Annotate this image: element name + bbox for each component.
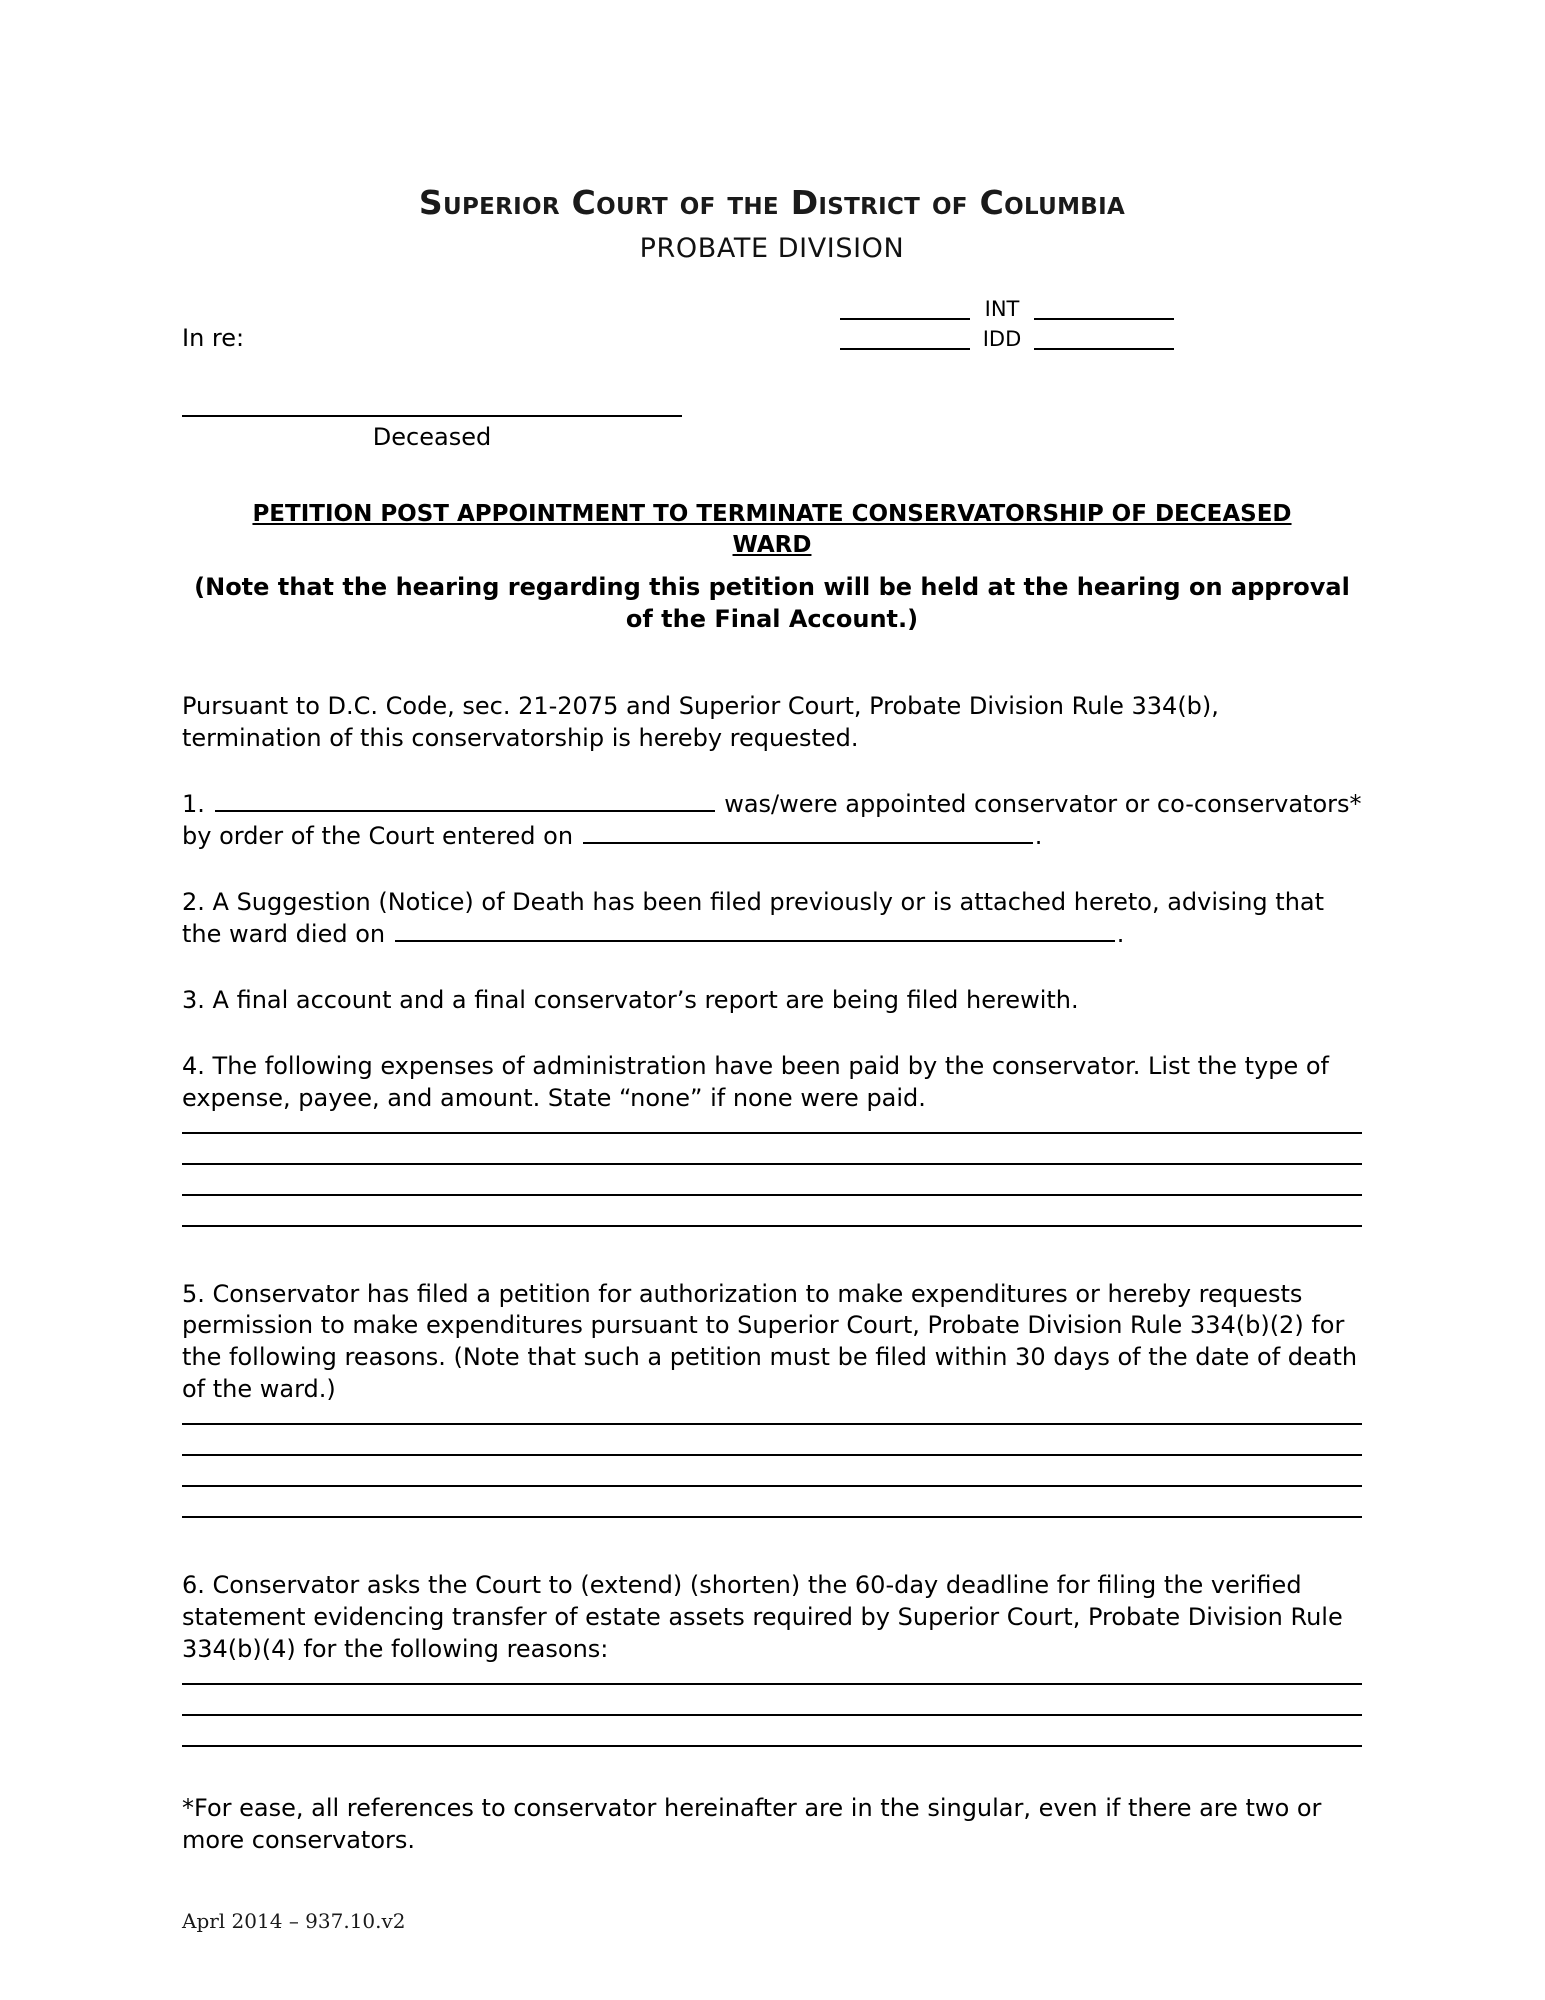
- item-2-text: 2. A Suggestion (Notice) of Death has been filed previously or is attached hereto, advising that the ward died on: [182, 887, 1325, 948]
- item-1-number: 1.: [182, 790, 205, 819]
- item-1: [182, 789, 1362, 853]
- petition-title-line1: PETITION POST APPOINTMENT TO TERMINATE CONSERVATORSHIP OF DECEASED: [252, 501, 1292, 528]
- item-2-period: .: [1116, 919, 1125, 948]
- fill-line[interactable]: [182, 1131, 1362, 1134]
- fill-line[interactable]: [182, 1682, 1362, 1685]
- fill-line[interactable]: [182, 1453, 1362, 1456]
- court-title: Superior Court of the District of Columbia: [418, 183, 1126, 222]
- deceased-label: Deceased: [372, 423, 492, 452]
- intro-paragraph: Pursuant to D.C. Code, sec. 21-2075 and Superior Court, Probate Division Rule 334(b), termination of this conservatorship is hereby requested.: [182, 692, 1219, 753]
- int-label: INT: [984, 297, 1020, 321]
- item-2-death-date-blank[interactable]: [395, 921, 1115, 942]
- in-re-label: In re:: [182, 324, 245, 353]
- item-6: 6. Conservator asks the Court to (extend) (shorten) the 60-day deadline for filing the verified statement evidencing transfer of estate assets required by Superior Court, Probate Division Rule 334(b)(4) for the following reasons:: [182, 1571, 1343, 1663]
- item-1-period: .: [1034, 822, 1043, 851]
- decedent-name-blank[interactable]: [182, 414, 682, 417]
- item-1-text: was/were appointed conservator or co-conservators* by order of the Court entered on: [182, 790, 1362, 851]
- item-1-conservator-blank[interactable]: [215, 791, 715, 812]
- petition-note-line1: (Note that the hearing regarding this petition will be held at the hearing on approval: [194, 573, 1350, 602]
- item-2: [182, 887, 1362, 951]
- petition-note-line2: of the Final Account.): [625, 604, 919, 633]
- fill-line[interactable]: [182, 1713, 1362, 1716]
- petition-title-line2: WARD: [732, 531, 812, 558]
- item-6-answer-lines: [182, 1682, 1362, 1747]
- fill-line[interactable]: [182, 1484, 1362, 1487]
- fill-line[interactable]: [182, 1744, 1362, 1747]
- petition-note: [182, 572, 1362, 635]
- form-code: Aprl 2014 – 937.10.v2: [182, 1908, 406, 1933]
- item-5: 5. Conservator has filed a petition for authorization to make expenditures or hereby requests permission to make expenditures pursuant to Superior Court, Probate Division Rule 334(b)(2) for the following reasons. (Note that such a petition must be filed within 30 days of the date of death of the ward.): [182, 1279, 1358, 1404]
- fill-line[interactable]: [182, 1515, 1362, 1518]
- item-5-answer-lines: [182, 1422, 1362, 1518]
- document-content: [182, 0, 1362, 1933]
- fill-line[interactable]: [182, 1162, 1362, 1165]
- item-4-answer-lines: [182, 1131, 1362, 1227]
- fill-line[interactable]: [182, 1224, 1362, 1227]
- footnote: *For ease, all references to conservator hereinafter are in the singular, even if there are two or more conservators.: [182, 1793, 1322, 1854]
- division-subtitle: PROBATE DIVISION: [639, 233, 905, 265]
- fill-line[interactable]: [182, 1422, 1362, 1425]
- petition-title: [182, 499, 1362, 560]
- fill-line[interactable]: [182, 1193, 1362, 1196]
- item-4: 4. The following expenses of administration have been paid by the conservator. List the type of expense, payee, and amount. State “none” if none were paid.: [182, 1051, 1329, 1112]
- item-3: 3. A final account and a final conservator’s report are being filed herewith.: [182, 985, 1079, 1014]
- idd-label: IDD: [982, 327, 1022, 351]
- item-1-order-date-blank[interactable]: [583, 823, 1033, 844]
